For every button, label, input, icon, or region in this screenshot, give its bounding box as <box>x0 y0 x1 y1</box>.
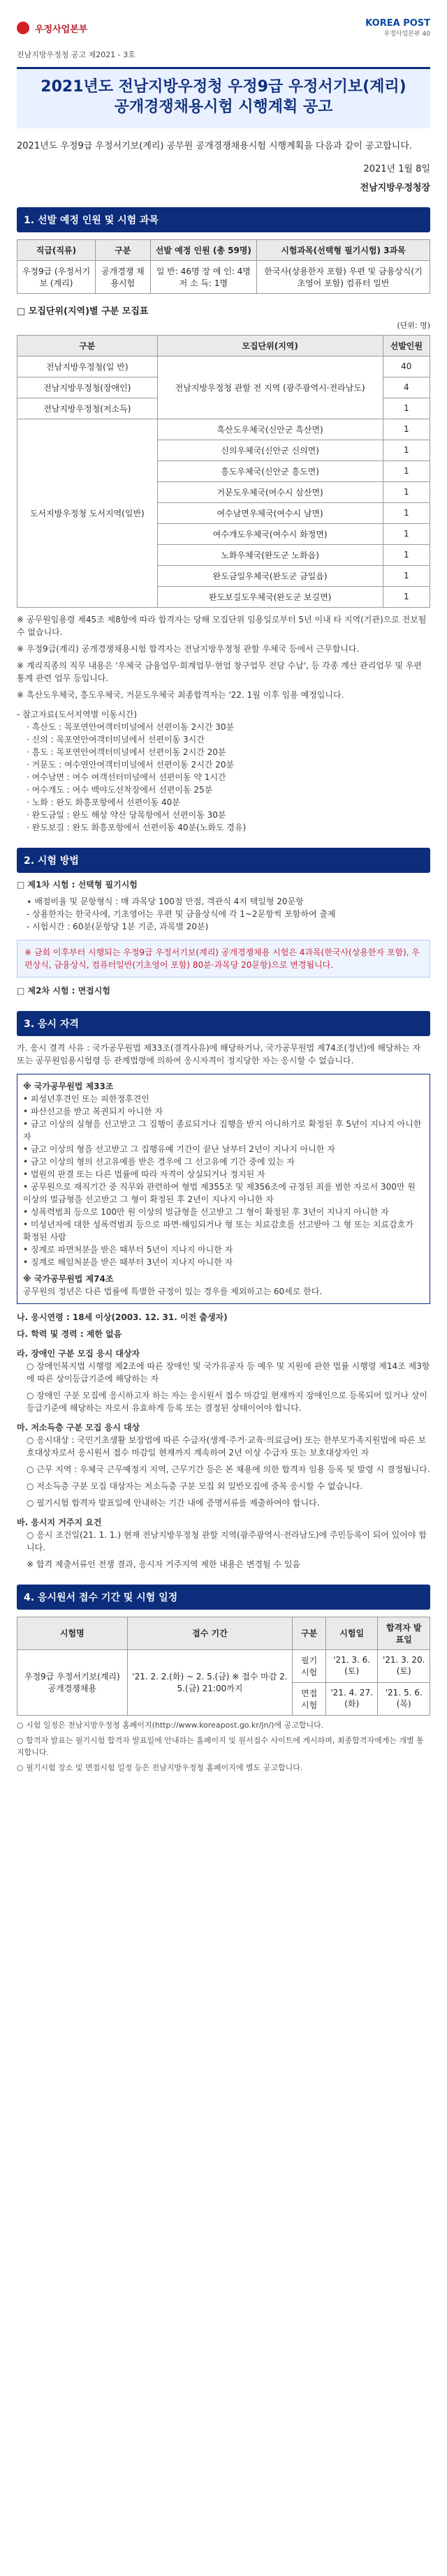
cell: 4 <box>383 377 430 398</box>
islands-block <box>17 708 430 834</box>
method-step1: □ 제1차 시험 : 선택형 필기시험 <box>17 879 138 890</box>
disq-item: • 성폭력범죄 등으로 100만 원 이상의 벌금형을 선고받고 그 형이 확정된 후 3년이 지나지 아니한 자 <box>23 1206 389 1217</box>
low-income-item: ○ 저소득층 구분 모집 대상자는 저소득층 구분 모집 외 일반모집에 중복 응시할 수 없습니다. <box>27 1481 363 1491</box>
disq-item: • 미성년자에 대한 성폭력범죄 등으로 파면·해임되거나 형 또는 치료감호를 선고받아 그 형 또는 치료감호가 확정된 사람 <box>23 1219 413 1242</box>
cell: 신의우체국(신안군 신의면) <box>157 440 383 460</box>
qual-edu: 다. 학력 및 경력 : 제한 없음 <box>17 1328 122 1339</box>
cell: 1 <box>383 419 430 440</box>
disabled-item: ○ 장애인복지법 시행령 제2조에 따른 장애인 및 국가유공자 등 예우 및 지원에 관한 법률 시행령 제14조 제3항에 따른 상이등급기준에 해당하는 자 <box>27 1361 430 1384</box>
cell: 40 <box>383 356 430 377</box>
cell: 여수남면우체국(여수시 남면) <box>157 502 383 523</box>
cell: 노화우체국(완도군 노화읍) <box>157 544 383 565</box>
method-detail: - 시험시간 : 60분(문항당 1분 기준, 과목별 20분) <box>27 921 209 931</box>
cell: 흑산도우체국(신안군 흑산면) <box>157 419 383 440</box>
cell: 일 반: 46명 장 애 인: 4명 저 소 득: 1명 <box>150 260 256 293</box>
cell: 흥도우체국(신안군 흥도면) <box>157 460 383 481</box>
region-subtitle: □ 모집단위(지역)별 구분 모집표 <box>17 306 149 317</box>
island-item: · 여수개도 : 여수 백야도선착장에서 선편이동 25분 <box>27 784 213 795</box>
table-row <box>17 356 430 377</box>
logo-left <box>17 22 87 35</box>
islands-title: - 참고자료(도서지역별 이동시간) <box>17 709 138 719</box>
disq-title: ※ 국가공무원법 제33조 <box>23 1081 114 1091</box>
island-item: · 여수남면 : 여수 여객선터미널에서 선편이동 약 1시간 <box>27 772 226 782</box>
cell: '21. 2. 2.(화) ~ 2. 5.(금) ※ 접수 마감 2. 5.(금) 21:00까지 <box>127 1649 293 1715</box>
footer-note-item: ○ 합격자 발표는 필기시험 합격자 발표일에 안내하는 홈페이지 및 원서접수 사이트에 게시하며, 최종합격자에게는 개별 통지합니다. <box>17 1736 424 1757</box>
note-item: ※ 우정9급(계리) 공개경쟁채용시험 합격자는 전남지방우정청 관할 우체국 등에서 근무합니다. <box>17 643 360 654</box>
disq-item: • 파산선고를 받고 복권되지 아니한 자 <box>23 1106 163 1116</box>
method-step2: □ 제2차 시험 : 면접시험 <box>17 985 110 996</box>
table-row <box>17 419 430 440</box>
cell: 완도금일우체국(완도군 금일읍) <box>157 565 383 586</box>
brand-logo <box>365 18 430 38</box>
disq-item: • 공무원으로 재직기간 중 직무와 관련하여 형법 제355조 및 제356조에 규정된 죄를 범한 자로서 300만 원 이상의 벌금형을 선고받고 그 형이 확정된 후 2년이 지나지 아니한 자 <box>23 1181 416 1204</box>
brand-name: KOREA POST <box>365 18 430 29</box>
qual-general: 가. 응시 결격 사유 : 국가공무원법 제33조(결격사유)에 해당하거나, 국가공무원법 제74조(정년)에 해당하는 자 또는 공무원임용시험령 등 관계법령에 의하여 응시자격이 정지당한 자는 응시할 수 없습니다. <box>17 1042 421 1065</box>
cell: 공개경쟁 채용시험 <box>95 260 150 293</box>
cell: 필기시험 <box>293 1649 326 1682</box>
notice-date: 2021년 1월 8일 <box>363 163 430 174</box>
island-item: · 거문도 : 여수연안여객터미널에서 선편이동 2시간 20분 <box>27 759 235 770</box>
cell: 여수개도우체국(여수시 화정면) <box>157 523 383 544</box>
low-income-item: ○ 필기시험 합격자 발표일에 안내하는 기간 내에 증명서류를 제출하여야 합니다. <box>27 1497 320 1508</box>
disq-item: • 금고 이상의 형의 선고유예를 받은 경우에 그 선고유예 기간 중에 있는 자 <box>23 1156 295 1167</box>
low-income-item: ○ 근무 지역 : 우체국 근무예정지 지역, 근무기간 등은 본 채용에 의한 합격자 임용 등록 및 발령 시 결정됩니다. <box>27 1464 430 1474</box>
brand-sub: 우정사업본부 40 <box>383 31 430 38</box>
cell: 우정9급 (우정서기보 (계리) <box>17 260 96 293</box>
island-item: · 노화 : 완도 화흥포항에서 선편이동 40분 <box>27 797 180 807</box>
disq-item: • 금고 이상의 형을 선고받고 그 집행유예 기간이 끝난 날부터 2년이 지나지 아니한 자 <box>23 1144 335 1154</box>
post-logo-icon <box>17 22 29 34</box>
method-detail: - 상용한자는 한국사에, 기초영어는 우편 및 금융상식에 각 1~2문항씩 포함하여 출제 <box>27 908 336 919</box>
th-period: 접수 기간 <box>127 1617 293 1649</box>
note-item: ※ 공무원임용령 제45조 제8항에 따라 합격자는 당해 모집단위 임용일로부터 5년 이내 타 지역(기관)으로 전보될 수 없습니다. <box>17 614 427 637</box>
cell: 한국사(상용한자 포함) 우편 및 금융상식(기초영어 포함) 컴퓨터 일반 <box>256 260 430 293</box>
method-block <box>17 878 430 997</box>
cell: '21. 3. 6.(토) <box>325 1649 378 1682</box>
cell: 전남지방우정청(저소득) <box>17 398 158 419</box>
footer-notes <box>17 1720 430 1774</box>
table-row <box>17 1649 430 1682</box>
cell: 1 <box>383 523 430 544</box>
cell: 전남지방우정청(일 반) <box>17 356 158 377</box>
title-line1: 2021년도 전남지방우정청 우정9급 우정서기보(계리) <box>41 78 406 96</box>
cell: 우정9급 우정서기보(계리) 공개경쟁채용 <box>17 1649 128 1715</box>
th-subjects: 시험과목(선택형 필기시험) 3과목 <box>256 239 430 260</box>
selection-table <box>17 239 430 294</box>
top-bar <box>17 14 430 42</box>
section-3-header: 3. 응시 자격 <box>17 1011 430 1036</box>
domicile-item: ○ 응시 조건일(21. 1. 1.) 현재 전남지방우정청 관할 지역(광주광역시·전라남도)에 주민등록이 되어 있어야 합니다. <box>27 1529 427 1552</box>
notice-org: 전남지방우정청장 <box>360 182 430 193</box>
doc-number: 전남지방우정청 공고 제2021 - 3호 <box>17 50 135 59</box>
intro-text: 2021년도 우정9급 우정서기보(계리) 공무원 공개경쟁채용시험 시행계획을 다음과 같이 공고합니다. <box>17 141 412 152</box>
disq-item: • 피성년후견인 또는 피한정후견인 <box>23 1093 149 1104</box>
th-count: 선발 예정 인원 (총 59명) <box>150 239 256 260</box>
section-1-header: 1. 선발 예정 인원 및 시험 과목 <box>17 207 430 232</box>
disabled-title: 라. 장애인 구분 모집 응시 대상자 <box>17 1348 140 1358</box>
notes-block <box>17 613 430 701</box>
th-region: 모집단위(지역) <box>157 335 383 356</box>
method-detail: ∙ 배점비율 및 문항형식 : 매 과목당 100점 만점, 객관식 4지 택일형 20문항 <box>27 896 304 906</box>
method-warning: ※ 금회 이후부터 시행되는 우정9급 우정서기보(계리) 공개경쟁채용 시험은 4과목(한국사(상용한자 포함), 우편상식, 금융상식, 컴퓨터일반(기초영어 포함) 80분·과목당 20문항)으로 변경됩니다. <box>17 940 430 978</box>
th-count: 선발인원 <box>383 335 430 356</box>
cell: 1 <box>383 398 430 419</box>
island-item: · 완도금일 : 완도 해상 약산 당목항에서 선편이동 30분 <box>27 809 226 820</box>
cell: 1 <box>383 544 430 565</box>
title-box <box>17 67 430 128</box>
island-item: · 완도보길 : 완도 화흥포항에서 선편이동 40분(노화도 경유) <box>27 822 247 832</box>
island-item: · 신의 : 목포연안여객터미널에서 선편이동 3시간 <box>27 734 205 744</box>
island-item: · 흥도 : 목포연안여객터미널에서 선편이동 2시간 20분 <box>27 747 226 757</box>
cell: 1 <box>383 460 430 481</box>
cell: 1 <box>383 502 430 523</box>
age-limit-detail: 공무원의 정년은 다른 법률에 특별한 규정이 있는 경우를 제외하고는 60세로 한다. <box>23 1286 323 1296</box>
th-type: 구분 <box>95 239 150 260</box>
section-2-header: 2. 시험 방법 <box>17 848 430 873</box>
cell: 전남지방우정청(장애인) <box>17 377 158 398</box>
th-grade: 직급(직류) <box>17 239 96 260</box>
section-4-header: 4. 응시원서 접수 기간 및 시험 일정 <box>17 1585 430 1610</box>
note-item: ※ 흑산도우체국, 흥도우체국, 거문도우체국 최종합격자는 '22. 1월 이후 임용 예정입니다. <box>17 689 344 700</box>
domicile-item: ※ 합격 제출서류인 전쟁 결과, 응시자 거주지역 제한 내용은 변경될 수 있음 <box>27 1559 300 1569</box>
footer-note-item: ○ 필기시험 장소 및 면접시험 일정 등은 전남지방우정청 홈페이지에 별도 공고합니다. <box>17 1763 303 1773</box>
qual-age: 나. 응시연령 : 18세 이상(2003. 12. 31. 이전 출생자) <box>17 1312 228 1322</box>
schedule-table <box>17 1617 430 1716</box>
cell: 거문도우체국(여수시 삼산면) <box>157 481 383 502</box>
cell: 완도보길도우체국(완도군 보길면) <box>157 586 383 607</box>
th-exam-name: 시험명 <box>17 1617 128 1649</box>
low-income-title: 마. 저소득층 구분 모집 응시 대상 <box>17 1422 140 1432</box>
th-exam-date: 시험일 <box>325 1617 378 1649</box>
domicile-title: 바. 응시지 거주지 요건 <box>17 1517 102 1527</box>
island-item: · 흑산도 : 목포연안여객터미널에서 선편이동 2시간 30분 <box>27 721 235 732</box>
title-line2: 공개경쟁채용시험 시행계획 공고 <box>114 98 333 116</box>
th-kind: 구분 <box>293 1617 326 1649</box>
cell: 1 <box>383 440 430 460</box>
note-item: ※ 계리직종의 직무 내용은 '우체국 금융업무·회계업무·현업 창구업무 전담 수납', 등 각종 계산 관리업무 및 우편 통계 관련 업무 등입니다. <box>17 660 422 683</box>
cell: 1 <box>383 586 430 607</box>
footer-note-item: ○ 시험 일정은 전남지방우정청 홈페이지(http://www.koreapost.go.kr/jn/)에 공고합니다. <box>17 1720 324 1730</box>
cell: 면접시험 <box>293 1682 326 1715</box>
region-table <box>17 335 430 608</box>
cell: 전남지방우정청 관할 전 지역 (광주광역시·전라남도) <box>157 356 383 419</box>
table-row <box>17 260 430 293</box>
th-result-date: 합격자 발표일 <box>378 1617 430 1649</box>
disq-item: • 금고 이상의 실형을 선고받고 그 집행이 종료되거나 집행을 받지 아니하기로 확정된 후 5년이 지나지 아니한 자 <box>23 1118 422 1141</box>
unit-label: (단위: 명) <box>397 320 430 330</box>
th-division: 구분 <box>17 335 158 356</box>
disq-item: • 징계로 해임처분을 받은 때부터 3년이 지나지 아니한 자 <box>23 1257 233 1267</box>
cell: 1 <box>383 481 430 502</box>
disq-item: • 징계로 파면처분을 받은 때부터 5년이 지나지 아니한 자 <box>23 1244 233 1255</box>
cell: '21. 3. 20.(토) <box>378 1649 430 1682</box>
low-income-item: ○ 응시대상 : 국민기초생활 보장법에 따른 수급자(생계·주거·교육·의료급여) 또는 한부모가족지원법에 따른 보호대상자로서 응시원서 접수 마감일 현재까지 계속하여 2년 이상 수급자 또는 보호대상자인 자 <box>27 1435 426 1458</box>
qualification-block <box>17 1042 430 1571</box>
org-name: 우정사업본부 <box>35 24 88 35</box>
age-limit-title: ※ 국가공무원법 제74조 <box>23 1273 114 1284</box>
cell: '21. 5. 6.(목) <box>378 1682 430 1715</box>
disqualification-box <box>17 1074 430 1304</box>
disq-item: • 법원의 판결 또는 다른 법률에 따라 자격이 상실되거나 정지된 자 <box>23 1169 265 1179</box>
cell: 도서지방우정청 도서지역(일반) <box>17 419 158 607</box>
cell: '21. 4. 27.(화) <box>325 1682 378 1715</box>
disabled-item: ○ 장애인 구분 모집에 응시하고자 하는 자는 응시원서 접수 마감일 현재까지 장애인으로 등록되어 있거나 상이등급기준에 해당하는 자로서 유효하게 등록 또는 결정된 상태이어야 합니다. <box>27 1390 427 1413</box>
cell: 1 <box>383 565 430 586</box>
